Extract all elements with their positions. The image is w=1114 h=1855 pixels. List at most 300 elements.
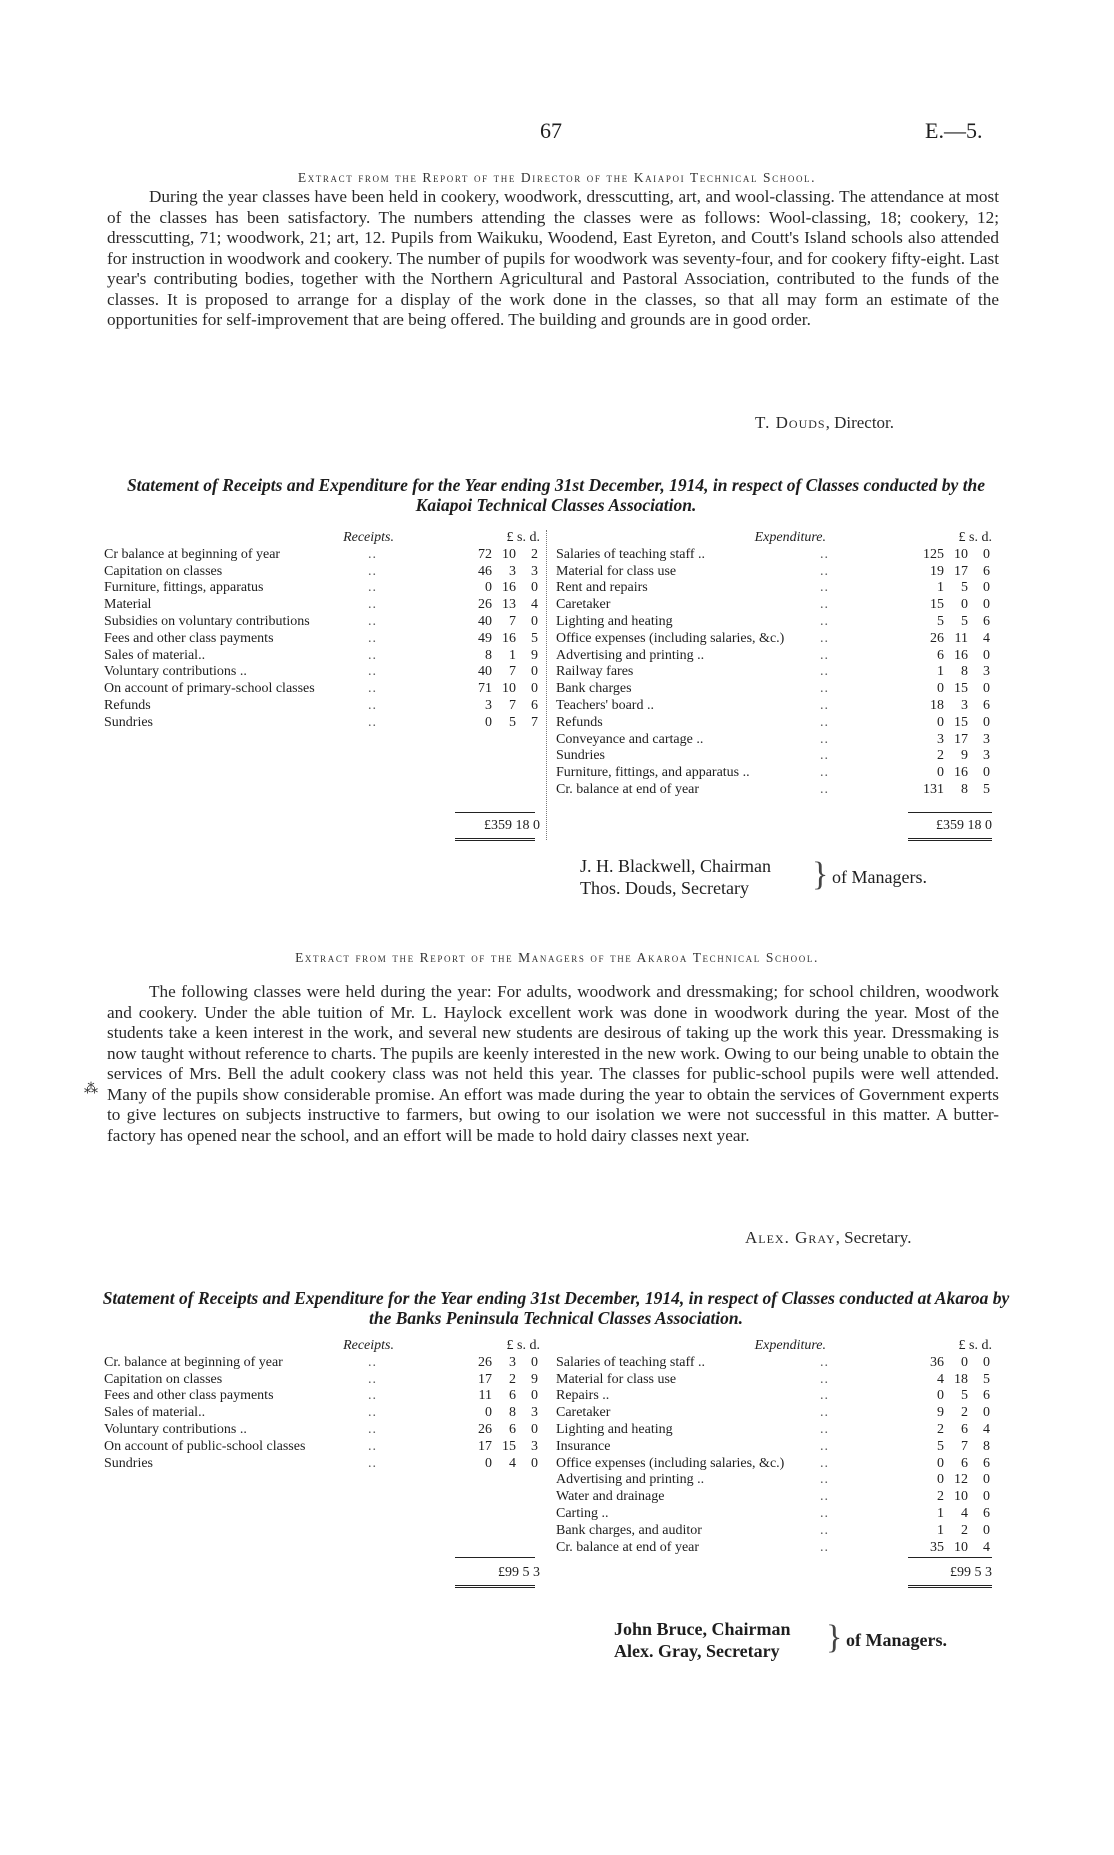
leader-dots: ..	[368, 1438, 377, 1454]
amount-pence: 0	[983, 1489, 990, 1505]
table-row	[104, 1405, 540, 1422]
leader-dots: ..	[368, 1371, 377, 1387]
amount-shillings: 5	[509, 714, 516, 730]
amount-pence: 9	[531, 647, 538, 663]
amount-pence: 3	[983, 748, 990, 764]
amount-pence: 0	[983, 1472, 990, 1488]
amount-pence: 0	[983, 647, 990, 663]
amount-pounds: 3	[937, 731, 944, 747]
amount-pounds: 6	[937, 647, 944, 663]
amount-shillings: 11	[954, 630, 968, 646]
amount-shillings: 17	[954, 563, 968, 579]
amount-pounds: 9	[937, 1405, 944, 1421]
money-header: £ s. d.	[506, 530, 540, 545]
leader-dots: ..	[368, 681, 377, 697]
leader-dots: ..	[368, 546, 377, 562]
table-row	[556, 597, 992, 614]
amount-pounds: 0	[485, 714, 492, 730]
amount-shillings: 10	[954, 1539, 968, 1555]
amount-pence: 5	[983, 781, 990, 797]
amount-pounds: 2	[937, 1489, 944, 1505]
amount-shillings: 3	[509, 563, 516, 579]
row-label: Water and drainage	[556, 1489, 665, 1505]
amount-shillings: 3	[961, 697, 968, 713]
page-number: 67	[540, 118, 562, 143]
row-label: Sales of material..	[104, 1405, 206, 1421]
row-label: Subsidies on voluntary contributions	[104, 613, 310, 629]
amount-pence: 6	[983, 697, 990, 713]
row-label: Insurance	[556, 1438, 611, 1454]
row-label: Repairs ..	[556, 1388, 610, 1404]
amount-pence: 0	[983, 580, 990, 596]
leader-dots: ..	[820, 781, 829, 797]
money-header: £ s. d.	[958, 1338, 992, 1353]
amount-shillings: 0	[961, 597, 968, 613]
amount-shillings: 12	[954, 1472, 968, 1488]
amount-pence: 6	[531, 697, 538, 713]
table-row	[104, 597, 540, 614]
row-label: Sundries	[556, 748, 605, 764]
amount-shillings: 15	[954, 681, 968, 697]
amount-pounds: 0	[937, 714, 944, 730]
amount-shillings: 8	[961, 664, 968, 680]
amount-shillings: 8	[961, 781, 968, 797]
table-row	[104, 648, 540, 665]
amount-pounds: 18	[930, 697, 944, 713]
signature-name: Alex. Gray	[745, 1228, 836, 1247]
amount-pounds: 26	[478, 1354, 492, 1370]
total-double-rule	[908, 838, 992, 841]
row-label: Material	[104, 597, 152, 613]
leader-dots: ..	[820, 1472, 829, 1488]
row-label: Sundries	[104, 714, 153, 730]
akaroa-statement-title: Statement of Receipts and Expenditure for the Year ending 31st December, 1914, in respect of Classes conducted at Akaroa by the Banks Peninsula Technical Classes Association.	[102, 1288, 1010, 1328]
amount-pounds: 5	[937, 613, 944, 629]
amount-pence: 0	[983, 1354, 990, 1370]
table-row	[104, 564, 540, 581]
amount-shillings: 7	[509, 697, 516, 713]
brace-icon: }	[812, 856, 829, 893]
amount-pounds: 131	[923, 781, 944, 797]
row-label: Voluntary contributions ..	[104, 1421, 247, 1437]
akaroa-secretary-signature	[745, 1228, 911, 1248]
row-label: Cr. balance at end of year	[556, 1539, 700, 1555]
amount-pence: 0	[531, 1354, 538, 1370]
amount-pounds: 0	[937, 681, 944, 697]
amount-pounds: 0	[485, 580, 492, 596]
row-label: Carting ..	[556, 1505, 609, 1521]
table-row	[556, 664, 992, 681]
row-label: Voluntary contributions ..	[104, 664, 247, 680]
table-row	[556, 1439, 992, 1456]
table-row	[556, 1523, 992, 1540]
amount-pounds: 0	[937, 1455, 944, 1471]
leader-dots: ..	[820, 664, 829, 680]
table-row	[556, 614, 992, 631]
expenditure-caption: Expenditure.	[754, 530, 826, 545]
leader-dots: ..	[368, 1354, 377, 1370]
brace-icon: }	[826, 1619, 843, 1656]
table-row	[556, 1372, 992, 1389]
money-header: £ s. d.	[958, 530, 992, 545]
secretary-line: Thos. Douds, Secretary	[580, 878, 749, 898]
amount-shillings: 1	[509, 647, 516, 663]
amount-shillings: 16	[954, 647, 968, 663]
expenditure-rows	[556, 547, 992, 799]
table-row	[556, 547, 992, 564]
amount-shillings: 7	[961, 1438, 968, 1454]
amount-shillings: 18	[954, 1371, 968, 1387]
amount-shillings: 6	[509, 1421, 516, 1437]
amount-shillings: 6	[961, 1455, 968, 1471]
table-row	[556, 631, 992, 648]
amount-pence: 4	[531, 597, 538, 613]
amount-pence: 2	[531, 546, 538, 562]
amount-shillings: 10	[502, 681, 516, 697]
leader-dots: ..	[820, 597, 829, 613]
row-label: Cr balance at beginning of year	[104, 546, 281, 562]
secretary-line: Alex. Gray, Secretary	[614, 1641, 780, 1661]
total-rule	[908, 1557, 992, 1558]
table-row	[104, 1456, 540, 1473]
total-rule	[455, 812, 535, 813]
amount-pounds: 125	[923, 546, 944, 562]
row-label: Material for class use	[556, 1371, 677, 1387]
table-row	[556, 1388, 992, 1405]
kaiapoi-managers-signature	[580, 855, 927, 899]
leader-dots: ..	[820, 1539, 829, 1555]
row-label: Advertising and printing ..	[556, 647, 705, 663]
row-label: Furniture, fittings, apparatus	[104, 580, 264, 596]
leader-dots: ..	[820, 1438, 829, 1454]
amount-pence: 0	[531, 681, 538, 697]
amount-shillings: 10	[502, 546, 516, 562]
amount-pence: 6	[983, 563, 990, 579]
column-divider	[546, 530, 547, 840]
amount-pounds: 2	[937, 748, 944, 764]
amount-shillings: 5	[961, 580, 968, 596]
amount-pence: 0	[983, 714, 990, 730]
table-row	[556, 732, 992, 749]
row-label: Railway fares	[556, 664, 634, 680]
row-label: Capitation on classes	[104, 1371, 223, 1387]
amount-pence: 3	[531, 1405, 538, 1421]
amount-pence: 3	[531, 563, 538, 579]
amount-shillings: 6	[509, 1388, 516, 1404]
leader-dots: ..	[820, 563, 829, 579]
leader-dots: ..	[820, 714, 829, 730]
amount-pounds: 8	[485, 647, 492, 663]
amount-pounds: 0	[485, 1405, 492, 1421]
leader-dots: ..	[368, 1421, 377, 1437]
amount-pounds: 2	[937, 1421, 944, 1437]
amount-pence: 0	[531, 664, 538, 680]
table-row	[556, 1472, 992, 1489]
akaroa-report-text: The following classes were held during the year: For adults, woodwork and dressmaking; for school children, woodwork and cookery. Under the able tuition of Mr. L. Haylock excellent work was done in woodwork during the year. Most of the students take a keen interest in the work, and several new students are desirous of taking up the work this year. Dressmaking is now taught without reference to charts. The pupils are keenly interested in the new work. Owing to our being unable to obtain the services of Mrs. Bell the adult cookery class was not held this year. The classes for public-school pupils were well attended. Many of the pupils show considerable promise. An effort was made during the year to obtain the services of Government experts to give lectures on subjects instructive to farmers, but owing to our isolation we were not successful in this matter. A butter-factory has opened near the school, and an effort will be made to hold dairy classes next year.	[107, 982, 999, 1145]
receipts-rows	[104, 547, 540, 732]
table-row	[104, 681, 540, 698]
amount-pence: 4	[983, 1539, 990, 1555]
table-row	[556, 748, 992, 765]
leader-dots: ..	[820, 1405, 829, 1421]
amount-pence: 0	[983, 1405, 990, 1421]
leader-dots: ..	[368, 1388, 377, 1404]
kaiapoi-heading: Extract from the Report of the Director of the Kaiapoi Technical School.	[297, 170, 817, 185]
leader-dots: ..	[820, 731, 829, 747]
amount-pence: 0	[983, 765, 990, 781]
leader-dots: ..	[368, 1455, 377, 1471]
amount-pounds: 35	[930, 1539, 944, 1555]
amount-shillings: 7	[509, 613, 516, 629]
leader-dots: ..	[368, 697, 377, 713]
amount-shillings: 5	[961, 1388, 968, 1404]
amount-shillings: 13	[502, 597, 516, 613]
leader-dots: ..	[820, 681, 829, 697]
row-label: On account of public-school classes	[104, 1438, 306, 1454]
leader-dots: ..	[820, 1388, 829, 1404]
row-label: Office expenses (including salaries, &c.)	[556, 1455, 785, 1471]
leader-dots: ..	[820, 1489, 829, 1505]
amount-shillings: 4	[509, 1455, 516, 1471]
amount-pence: 0	[531, 580, 538, 596]
table-row	[556, 1422, 992, 1439]
table-row	[556, 681, 992, 698]
amount-shillings: 2	[961, 1522, 968, 1538]
amount-pounds: 1	[937, 1505, 944, 1521]
row-label: Lighting and heating	[556, 1421, 673, 1437]
leader-dots: ..	[820, 697, 829, 713]
amount-pence: 0	[531, 1421, 538, 1437]
leader-dots: ..	[368, 580, 377, 596]
amount-pence: 0	[983, 546, 990, 562]
row-label: Refunds	[104, 697, 151, 713]
amount-shillings: 6	[961, 1421, 968, 1437]
amount-pounds: 4	[937, 1371, 944, 1387]
amount-pounds: 0	[937, 765, 944, 781]
amount-pounds: 15	[930, 597, 944, 613]
table-row	[104, 1439, 540, 1456]
table-row	[104, 1388, 540, 1405]
amount-pounds: 19	[930, 563, 944, 579]
amount-pence: 8	[983, 1438, 990, 1454]
kaiapoi-expenditure-table	[556, 530, 992, 799]
amount-shillings: 0	[961, 1354, 968, 1370]
total-rule	[908, 812, 992, 813]
row-label: On account of primary-school classes	[104, 681, 315, 697]
table-row	[556, 648, 992, 665]
amount-pounds: 26	[930, 630, 944, 646]
leader-dots: ..	[820, 1371, 829, 1387]
leader-dots: ..	[820, 630, 829, 646]
row-label: Fees and other class payments	[104, 630, 274, 646]
table-row	[104, 631, 540, 648]
amount-pence: 3	[983, 664, 990, 680]
amount-pounds: 71	[478, 681, 492, 697]
row-label: Rent and repairs	[556, 580, 648, 596]
amount-shillings: 16	[954, 765, 968, 781]
kaiapoi-receipts-table	[104, 530, 540, 732]
amount-pounds: 40	[478, 664, 492, 680]
amount-pence: 6	[983, 1455, 990, 1471]
leader-dots: ..	[368, 597, 377, 613]
table-row	[104, 1355, 540, 1372]
amount-pounds: 36	[930, 1354, 944, 1370]
page-reference: E.—5.	[925, 118, 983, 143]
amount-shillings: 8	[509, 1405, 516, 1421]
amount-shillings: 15	[954, 714, 968, 730]
row-label: Cr. balance at beginning of year	[104, 1354, 283, 1370]
kaiapoi-receipts-total: £359 18 0	[484, 818, 540, 833]
leader-dots: ..	[820, 613, 829, 629]
amount-pounds: 26	[478, 1421, 492, 1437]
table-row	[104, 715, 540, 732]
row-label: Fees and other class payments	[104, 1388, 274, 1404]
amount-shillings: 5	[961, 613, 968, 629]
table-row	[556, 1489, 992, 1506]
row-label: Bank charges, and auditor	[556, 1522, 702, 1538]
row-label: Conveyance and cartage ..	[556, 731, 704, 747]
table-row	[556, 698, 992, 715]
amount-pence: 3	[531, 1438, 538, 1454]
table-row	[556, 1506, 992, 1523]
row-label: Salaries of teaching staff ..	[556, 1354, 706, 1370]
receipts-caption: Receipts.	[343, 1338, 394, 1353]
total-double-rule	[908, 1585, 992, 1588]
leader-dots: ..	[368, 630, 377, 646]
signature-title: , Secretary.	[835, 1228, 912, 1247]
akaroa-expenditure-table	[556, 1338, 992, 1556]
amount-pence: 0	[531, 1455, 538, 1471]
leader-dots: ..	[820, 580, 829, 596]
akaroa-heading: Extract from the Report of the Managers of the Akaroa Technical School.	[295, 950, 819, 965]
amount-pounds: 26	[478, 597, 492, 613]
akaroa-expenditure-total: £99 5 3	[950, 1565, 992, 1580]
amount-pounds: 1	[937, 1522, 944, 1538]
kaiapoi-expenditure-total: £359 18 0	[936, 818, 992, 833]
row-label: Capitation on classes	[104, 563, 223, 579]
margin-mark-icon: ⁂	[84, 1082, 98, 1097]
amount-pounds: 17	[478, 1371, 492, 1387]
amount-pounds: 5	[937, 1438, 944, 1454]
amount-shillings: 2	[961, 1405, 968, 1421]
expenditure-caption: Expenditure.	[754, 1338, 826, 1353]
leader-dots: ..	[820, 748, 829, 764]
kaiapoi-director-signature	[755, 413, 894, 433]
amount-pounds: 11	[478, 1388, 492, 1404]
leader-dots: ..	[368, 1405, 377, 1421]
leader-dots: ..	[820, 765, 829, 781]
table-row	[104, 614, 540, 631]
akaroa-receipts-table	[104, 1338, 540, 1472]
amount-shillings: 17	[954, 731, 968, 747]
receipts-rows	[104, 1355, 540, 1473]
amount-pounds: 17	[478, 1438, 492, 1454]
amount-shillings: 2	[509, 1371, 516, 1387]
amount-pence: 7	[531, 714, 538, 730]
leader-dots: ..	[368, 613, 377, 629]
amount-pence: 4	[983, 630, 990, 646]
row-label: Sundries	[104, 1455, 153, 1471]
money-header: £ s. d.	[506, 1338, 540, 1353]
amount-pounds: 46	[478, 563, 492, 579]
amount-pence: 9	[531, 1371, 538, 1387]
row-label: Caretaker	[556, 1405, 611, 1421]
amount-pounds: 72	[478, 546, 492, 562]
amount-shillings: 7	[509, 664, 516, 680]
row-label: Caretaker	[556, 597, 611, 613]
total-double-rule	[455, 838, 535, 841]
amount-shillings: 4	[961, 1505, 968, 1521]
leader-dots: ..	[368, 647, 377, 663]
akaroa-receipts-total: £99 5 3	[498, 1565, 540, 1580]
amount-shillings: 16	[502, 580, 516, 596]
amount-pence: 6	[983, 1505, 990, 1521]
row-label: Teachers' board ..	[556, 697, 654, 713]
amount-pounds: 0	[937, 1388, 944, 1404]
amount-pence: 3	[983, 731, 990, 747]
leader-dots: ..	[820, 1455, 829, 1471]
amount-pence: 0	[531, 1388, 538, 1404]
row-label: Lighting and heating	[556, 613, 673, 629]
amount-pence: 0	[983, 597, 990, 613]
amount-pounds: 0	[485, 1455, 492, 1471]
table-row	[104, 664, 540, 681]
row-label: Furniture, fittings, and apparatus ..	[556, 765, 750, 781]
amount-shillings: 16	[502, 630, 516, 646]
amount-pence: 6	[983, 1388, 990, 1404]
chairman-line: John Bruce, Chairman	[614, 1619, 791, 1639]
amount-pence: 5	[531, 630, 538, 646]
table-row	[104, 547, 540, 564]
amount-pounds: 1	[937, 664, 944, 680]
signature-title: , Director.	[825, 413, 895, 432]
amount-pounds: 0	[937, 1472, 944, 1488]
row-label: Material for class use	[556, 563, 677, 579]
table-row	[556, 1355, 992, 1372]
leader-dots: ..	[820, 546, 829, 562]
table-row	[556, 1405, 992, 1422]
amount-pence: 0	[983, 681, 990, 697]
leader-dots: ..	[820, 647, 829, 663]
managers-suffix: of Managers.	[832, 867, 927, 887]
expenditure-rows	[556, 1355, 992, 1557]
amount-shillings: 3	[509, 1354, 516, 1370]
amount-pence: 4	[983, 1421, 990, 1437]
amount-pounds: 1	[937, 580, 944, 596]
row-label: Bank charges	[556, 681, 632, 697]
row-label: Salaries of teaching staff ..	[556, 546, 706, 562]
amount-pounds: 49	[478, 630, 492, 646]
amount-pence: 6	[983, 613, 990, 629]
table-row	[104, 1372, 540, 1389]
table-row	[104, 580, 540, 597]
leader-dots: ..	[820, 1421, 829, 1437]
kaiapoi-statement-title: Statement of Receipts and Expenditure for the Year ending 31st December, 1914, in respect of Classes conducted by the Kaiapoi Technical Classes Association.	[126, 475, 986, 515]
leader-dots: ..	[368, 664, 377, 680]
amount-shillings: 10	[954, 546, 968, 562]
amount-pounds: 3	[485, 697, 492, 713]
leader-dots: ..	[820, 1505, 829, 1521]
table-row	[556, 715, 992, 732]
leader-dots: ..	[820, 1354, 829, 1370]
table-row	[556, 765, 992, 782]
row-label: Sales of material..	[104, 647, 206, 663]
amount-shillings: 9	[961, 748, 968, 764]
akaroa-managers-signature	[614, 1618, 947, 1662]
row-label: Refunds	[556, 714, 603, 730]
leader-dots: ..	[368, 563, 377, 579]
total-double-rule	[455, 1585, 535, 1588]
